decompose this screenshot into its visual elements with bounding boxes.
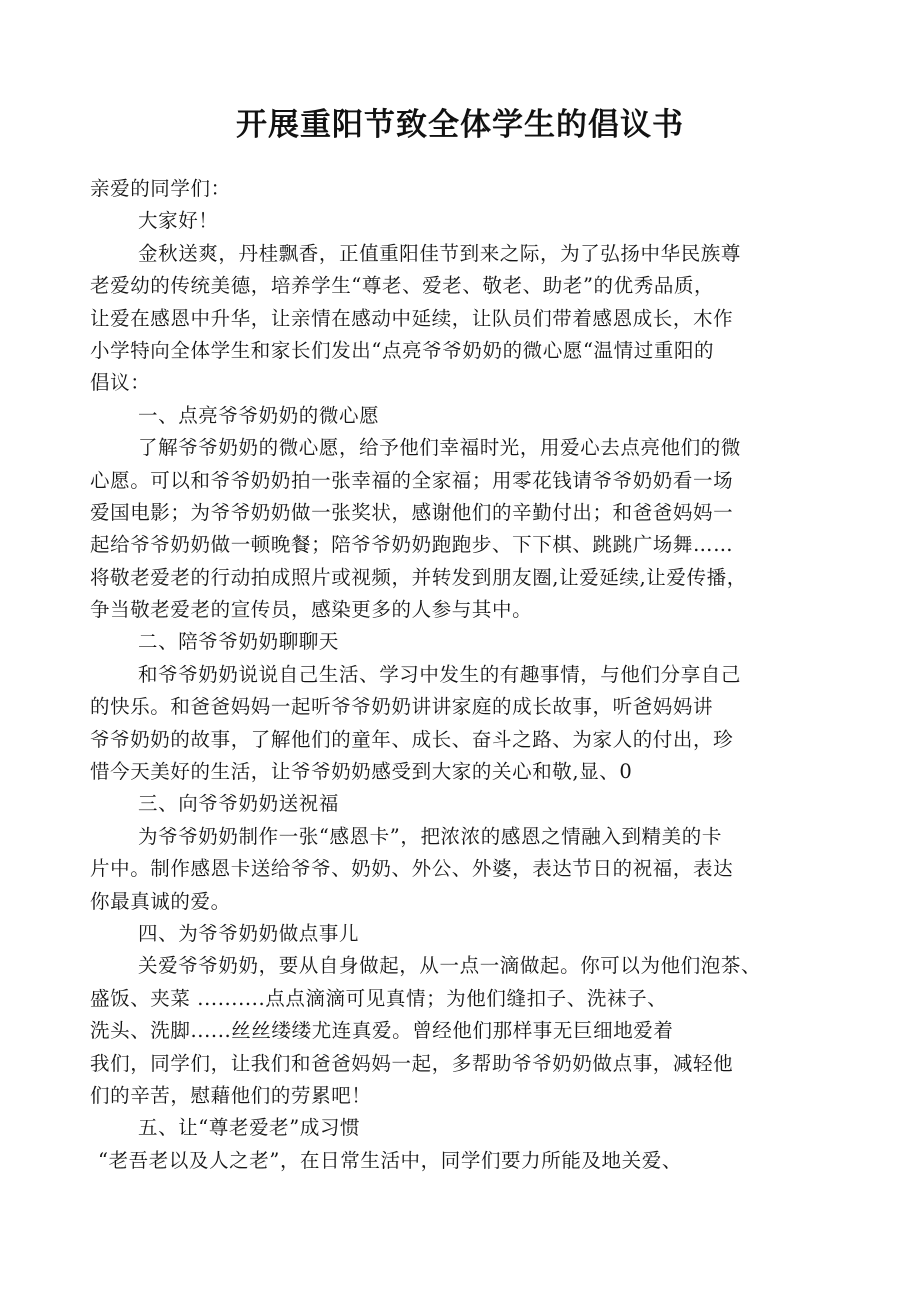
text-line: 洗头、洗脚......丝丝缕缕尤连真爱。曾经他们那样事无巨细地爱着	[90, 1019, 674, 1043]
text-line: 将敬老爱老的行动拍成照片或视频，并转发到朋友圈,让爱延续,让爱传播，	[90, 565, 747, 589]
text-line: 盛饭、夹菜 ..........点点滴滴可见真情；为他们缝扣子、洗袜子、	[90, 986, 668, 1010]
text-line: 关爱爷爷奶奶，要从自身做起，从一点一滴做起。你可以为他们泡茶、	[138, 954, 762, 978]
text-line: 大家好！	[138, 209, 219, 233]
text-line: 四、为爷爷奶奶做点事儿	[138, 921, 360, 945]
text-line: 倡议：	[90, 371, 151, 395]
text-line: 老爱幼的传统美德，培养学生“尊老、爱老、敬老、助老”的优秀品质，	[90, 274, 715, 298]
text-line: 们的辛苦，慰藉他们的劳累吧！	[90, 1083, 372, 1107]
text-line: 了解爷爷奶奶的微心愿，给予他们幸福时光，用爱心去点亮他们的微	[138, 436, 742, 460]
text-line: 亲爱的同学们：	[90, 177, 231, 200]
text-line: 你最真诚的爱。	[90, 889, 231, 913]
text-line: 和爷爷奶奶说说自己生活、学习中发生的有趣事情，与他们分享自己	[138, 662, 742, 686]
text-line: 三、向爷爷奶奶送祝福	[138, 792, 340, 816]
text-line: 为爷爷奶奶制作一张“感恩卡”，把浓浓的感恩之情融入到精美的卡	[138, 824, 722, 848]
text-line: 爷爷奶奶的故事，了解他们的童年、成长、奋斗之路、为家人的付出，珍	[90, 727, 734, 751]
text-line: 爱国电影；为爷爷奶奶做一张奖状，感谢他们的辛勤付出；和爸爸妈妈一	[90, 500, 734, 524]
text-line: 心愿。可以和爷爷奶奶拍一张幸福的全家福；用零花钱请爷爷奶奶看一场	[90, 468, 734, 492]
text-line: 金秋送爽，丹桂飘香，正值重阳佳节到来之际，为了弘扬中华民族尊	[138, 241, 742, 265]
text-line: 让爱在感恩中升华，让亲情在感动中延续，让队员们带着感恩成长，木作	[90, 306, 734, 330]
text-line: 五、让“尊老爱老”成习惯	[138, 1116, 361, 1140]
text-line: 二、陪爷爷奶奶聊聊天	[138, 630, 340, 654]
text-line: 争当敬老爱老的宣传员，感染更多的人参与其中。	[90, 598, 533, 622]
text-line: 的快乐。和爸爸妈妈一起听爷爷奶奶讲讲家庭的成长故事，听爸妈妈讲	[90, 695, 714, 719]
text-line: 惜今天美好的生活，让爷爷奶奶感受到大家的关心和敬,显、0	[90, 760, 633, 784]
document-body	[90, 173, 840, 1177]
text-line: 起给爷爷奶奶做一顿晚餐；陪爷爷奶奶跑跑步、下下棋、跳跳广场舞……	[90, 533, 734, 557]
text-line: 一、点亮爷爷奶奶的微心愿	[138, 403, 380, 427]
text-line: 我们，同学们，让我们和爸爸妈妈一起，多帮助爷爷奶奶做点事，减轻他	[90, 1051, 734, 1075]
text-line: “老吾老以及人之老”，在日常生活中，同学们要力所能及地关爱、	[98, 1148, 682, 1172]
document-title: 开展重阳节致全体学生的倡议书	[236, 107, 684, 143]
text-line: 小学特向全体学生和家长们发出“点亮爷爷奶奶的微心愿“温情过重阳的	[90, 338, 715, 362]
text-line: 片中。制作感恩卡送给爷爷、奶奶、外公、外婆，表达节日的祝福，表达	[90, 857, 734, 881]
